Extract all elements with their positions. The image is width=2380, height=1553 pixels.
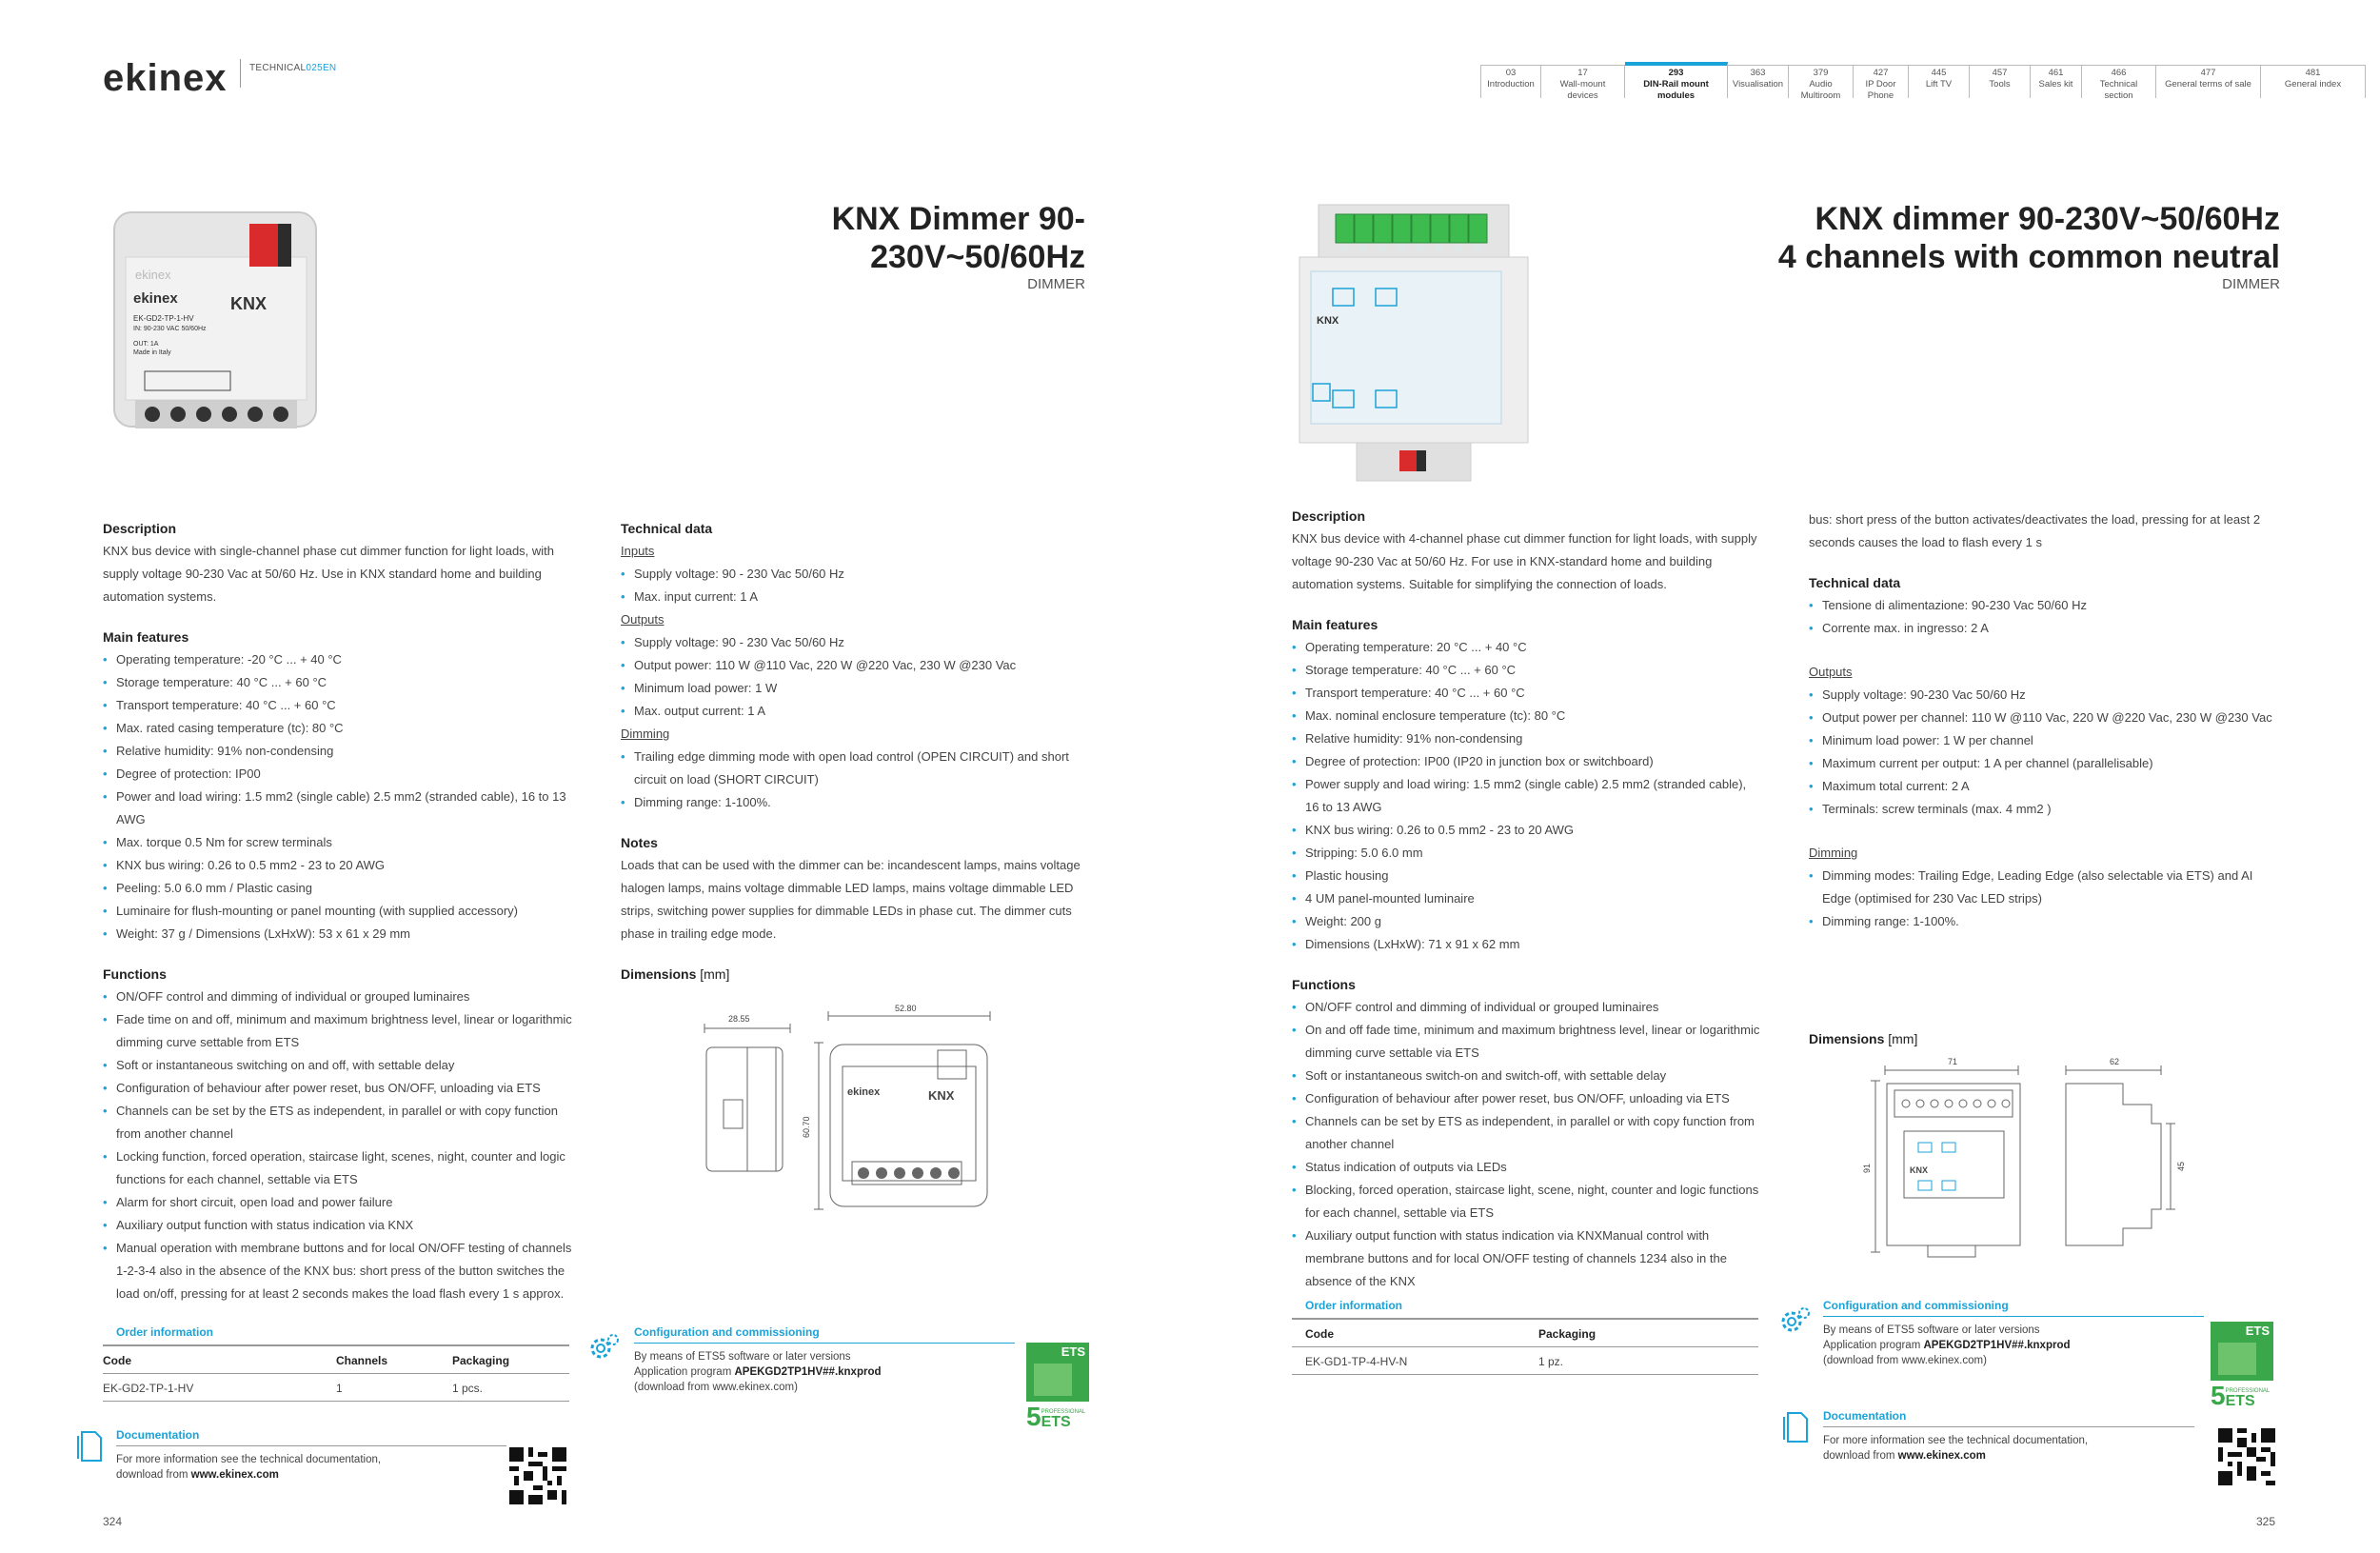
list-item: • Weight: 37 g / Dimensions (LxHxW): 53 x 61 x 29 mm [103,923,574,946]
right-documentation-block [1823,1409,2194,1463]
list-item: • Max. torque 0.5 Nm for screw terminals [103,831,574,854]
list-item: • ON/OFF control and dimming of individual or grouped luminaires [103,986,574,1008]
left-title-block [666,200,1085,292]
config-line-1-right: By means of ETS5 software or later versions [1823,1324,2040,1336]
dimensions-heading-right: Dimensions [mm] [1809,1031,1918,1046]
right-column-2 [1809,508,2285,933]
left-page-number: 324 [103,1515,123,1528]
nav-item-din-rail-mount-modules[interactable] [1625,62,1728,101]
chapter-navigation [1480,65,2366,101]
technical-code: TECHNICAL025EN [249,63,337,73]
list-item: • Max. input current: 1 A [621,586,1092,608]
list-item: • Transport temperature: 40 °C ... + 60 °C [1292,682,1763,705]
list-item: • Degree of protection: IP00 [103,763,574,786]
nav-item-number: 457 [1992,68,2008,78]
list-item: • Soft or instantaneous switch-on and switch-off, with settable delay [1292,1065,1763,1087]
description-heading: Description [103,521,177,536]
dimension-width-label-right: 71 [1948,1057,1958,1066]
config-line-3: (download from www.ekinex.com) [634,1382,798,1393]
config-line-3-right: (download from www.ekinex.com) [1823,1355,1987,1366]
list-item: • 4 UM panel-mounted luminaire [1292,887,1763,910]
list-item: • Maximum total current: 2 A [1809,775,2285,798]
single-channel-dimmer-image [107,205,330,448]
nav-item-number: 03 [1505,68,1517,78]
list-item: • Operating temperature: -20 °C ... + 40 °C [103,648,574,671]
documentation-link[interactable]: www.ekinex.com [190,1469,279,1481]
documentation-line-1-right: For more information see the technical documentation, [1823,1435,2089,1446]
dimensions-heading: Dimensions [mm] [621,966,730,982]
dimming-heading-right: Dimming [1809,846,1858,860]
documentation-line-2-right: download from www.ekinex.com [1823,1450,1986,1462]
config-divider-right [1823,1316,2204,1317]
right-page-number: 325 [2256,1515,2276,1528]
list-item: • Tensione di alimentazione: 90-230 Vac 50/60 Hz [1809,594,2285,617]
config-divider [634,1343,1015,1344]
right-page-title-line-2: 4 channels with common neutral [1777,239,2280,275]
list-item: • Auxiliary output function with status indication via KNX [103,1214,574,1237]
dimension-height2-label-right: 45 [2176,1161,2186,1171]
nav-item-technical-section[interactable] [2082,66,2156,101]
list-item: • Storage temperature: 40 °C ... + 60 °C [1292,659,1763,682]
list-item: • Soft or instantaneous switching on and off, with settable delay [103,1054,574,1077]
dimension-height-label: 60.70 [802,1116,811,1138]
main-features-heading-right: Main features [1292,617,1378,632]
nav-item-label: Lift TV [1925,79,1953,90]
documentation-title-right: Documentation [1823,1409,1907,1423]
list-item: • Storage temperature: 40 °C ... + 60 °C [103,671,574,694]
single-dimmer-dimension-drawing [695,1005,1000,1219]
nav-item-number: 466 [2111,68,2127,78]
nav-item-label: Tools [1989,79,2011,90]
list-item: • Relative humidity: 91% non-condensing [1292,727,1763,750]
drawing-knx-label-right: KNX [1910,1165,1929,1175]
list-item: • Plastic housing [1292,865,1763,887]
table-row: EK-GD1-TP-4-HV-N 1 pz. [1292,1347,1758,1375]
document-icon [76,1428,103,1463]
list-item: • Fade time on and off, minimum and maximum brightness level, linear or logarithmic dimming curve settable from ETS [103,1008,574,1054]
device-knx-mark-right: KNX [1317,315,1339,327]
order-table [103,1344,569,1402]
list-item: • Auxiliary output function with status indication via KNXManual control with membrane buttons and for local ON/OFF testing of channels 1234 also in the absence of the KNX [1292,1224,1763,1293]
nav-item-number: 427 [1873,68,1889,78]
right-page-subtitle: DIMMER [2222,276,2280,292]
nav-item-number: 477 [2200,68,2216,78]
documentation-line-2: download from www.ekinex.com [116,1469,279,1481]
list-item: • Power and load wiring: 1.5 mm2 (single cable) 2.5 mm2 (stranded cable), 16 to 13 AWG [103,786,574,831]
list-item: • Channels can be set by the ETS as independent, in parallel or with copy function from another channel [103,1100,574,1145]
inputs-list [621,563,1092,608]
nav-item-number: 461 [2048,68,2064,78]
list-item: • On and off fade time, minimum and maximum brightness level, linear or logarithmic dimming curve settable via ETS [1292,1019,1763,1065]
list-item: • Relative humidity: 91% non-condensing [103,740,574,763]
list-item: • Corrente max. in ingresso: 2 A [1809,617,2285,640]
nav-item-tools[interactable] [1970,66,2031,98]
four-channel-dimension-drawing [1862,1057,2209,1262]
list-item: • Operating temperature: 20 °C ... + 40 °C [1292,636,1763,659]
nav-item-label: Audio Multiroom [1800,79,1841,101]
description-heading-right: Description [1292,508,1366,524]
list-item: • Dimming range: 1-100%. [1809,910,2285,933]
right-config-block [1823,1299,2204,1368]
list-item: • Power supply and load wiring: 1.5 mm2 (single cable) 2.5 mm2 (stranded cable), 16 to 13 AWG [1292,773,1763,819]
list-item: • Alarm for short circuit, open load and power failure [103,1191,574,1214]
list-item: • Supply voltage: 90 - 230 Vac 50/60 Hz [621,563,1092,586]
left-column-2 [621,521,1092,986]
list-item: • ON/OFF control and dimming of individual or grouped luminaires [1292,996,1763,1019]
drawing-brand-label: ekinex [847,1086,881,1098]
functions-heading-right: Functions [1292,977,1356,992]
list-item: • Blocking, forced operation, staircase light, scene, night, counter and logic functions for each channel, settable via ETS [1292,1179,1763,1224]
right-page-title-line-1: KNX dimmer 90-230V~50/60Hz [1815,201,2280,237]
list-item: • Output power per channel: 110 W @110 Vac, 220 W @220 Vac, 230 W @230 Vac [1809,707,2285,729]
list-item: • Supply voltage: 90 - 230 Vac 50/60 Hz [621,631,1092,654]
left-column-1 [103,521,574,1305]
list-item: • Trailing edge dimming mode with open load control (OPEN CIRCUIT) and short circuit on load (SHORT CIRCUIT) [621,746,1092,791]
nav-item-number: 445 [1931,68,1947,78]
left-order-information [103,1325,569,1402]
nav-item-label: Wall-mount devices [1559,79,1606,101]
outputs-heading-right: Outputs [1809,665,1853,679]
list-item: • Dimming modes: Trailing Edge, Leading Edge (also selectable via ETS) and AI Edge (optimised for 230 Vac LED strips) [1809,865,2285,910]
nav-item-general-terms-of-sale[interactable] [2156,66,2261,98]
functions-list [103,986,574,1305]
right-order-information [1292,1299,1758,1375]
documentation-divider [116,1445,506,1446]
outputs-list-right [1809,684,2285,821]
left-config-block [634,1325,1015,1395]
nav-item-number: 481 [2305,68,2321,78]
device-code-label: EK-GD2-TP-1-HV [133,314,194,323]
outputs-heading: Outputs [621,612,664,627]
device-input-label: IN: 90-230 VAC 50/60Hz [133,326,207,332]
list-item: • Configuration of behaviour after power reset, bus ON/OFF, unloading via ETS [103,1077,574,1100]
order-table-right [1292,1318,1758,1375]
dimension-height-label-right: 91 [1862,1163,1872,1173]
config-title-right: Configuration and commissioning [1823,1299,2009,1312]
nav-item-lift-tv[interactable] [1909,66,1970,98]
documentation-link-right[interactable]: www.ekinex.com [1897,1450,1986,1462]
config-line-2-right: Application program APEKGD2TP1HV##.knxprod [1823,1340,2071,1351]
logo-divider [240,59,241,88]
ekinex-logo[interactable]: ekinex [103,57,228,99]
config-title: Configuration and commissioning [634,1325,820,1339]
documentation-line-1: For more information see the technical documentation, [116,1454,382,1465]
left-page-title: KNX Dimmer 90-230V~50/60Hz [831,201,1085,275]
list-item: • Terminals: screw terminals (max. 4 mm2 ) [1809,798,2285,821]
right-column-1 [1292,508,1763,1293]
config-line-1: By means of ETS5 software or later versions [634,1351,851,1363]
config-line-2: Application program APEKGD2TP1HV##.knxprod [634,1366,882,1378]
list-item: • Configuration of behaviour after power reset, bus ON/OFF, unloading via ETS [1292,1087,1763,1110]
order-table-header-right: Code Packaging [1292,1319,1758,1347]
device-made-label: Made in Italy [133,349,171,356]
functions-heading: Functions [103,966,167,982]
qr-code-icon[interactable] [2218,1428,2275,1485]
qr-code-icon[interactable] [509,1447,566,1504]
left-documentation-block [116,1428,506,1483]
right-title-block [1685,200,2280,292]
documentation-divider-right [1823,1426,2194,1427]
nav-item-label: General index [2284,79,2342,90]
outputs-list [621,631,1092,723]
order-information-title-right: Order information [1305,1299,1403,1312]
technical-data-list-right [1809,594,2285,640]
nav-item-introduction[interactable] [1480,66,1541,98]
dimming-list-right [1809,865,2285,933]
dimension-length-label: 52.80 [895,1004,917,1013]
order-table-header: Code Channels Packaging [103,1345,569,1374]
list-item: • KNX bus wiring: 0.26 to 0.5 mm2 - 23 to 20 AWG [1292,819,1763,842]
list-item: • Luminaire for flush-mounting or panel mounting (with supplied accessory) [103,900,574,923]
gear-icon [1778,1304,1813,1339]
nav-item-ip-door-phone[interactable] [1854,66,1909,101]
list-item: • KNX bus wiring: 0.26 to 0.5 mm2 - 23 to 20 AWG [103,854,574,877]
device-output-label: OUT: 1A [133,341,159,348]
list-item: • Dimensions (LxHxW): 71 x 91 x 62 mm [1292,933,1763,956]
table-row: EK-GD2-TP-1-HV 1 1 pcs. [103,1374,569,1402]
notes-heading: Notes [621,835,658,850]
nav-item-label: Technical section [2099,79,2138,101]
nav-item-label: DIN-Rail mount modules [1643,79,1709,101]
technical-data-heading: Technical data [621,521,713,536]
left-page-subtitle: DIMMER [1027,276,1085,292]
functions-list-right [1292,996,1763,1293]
device-knx-mark: KNX [230,294,268,313]
nav-item-label: Sales kit [2038,79,2073,90]
list-item: • Dimming range: 1-100%. [621,791,1092,814]
list-item: • Maximum current per output: 1 A per channel (parallelisable) [1809,752,2285,775]
nav-item-visualisation[interactable] [1728,66,1789,98]
device-brand: ekinex [133,290,178,307]
list-item: • Minimum load power: 1 W [621,677,1092,700]
list-item: • Minimum load power: 1 W per channel [1809,729,2285,752]
technical-data-heading-right: Technical data [1809,575,1901,590]
functions-continued-text: bus: short press of the button activates/deactivates the load, pressing for at least 2 seconds causes the load to flash every 1 s [1809,512,2261,549]
device-brand-faded: ekinex [135,268,171,282]
list-item: • Degree of protection: IP00 (IP20 in junction box or switchboard) [1292,750,1763,773]
four-channel-dimmer-image [1299,205,1542,481]
nav-item-wall-mount-devices[interactable] [1541,66,1625,101]
nav-item-sales-kit[interactable] [2031,66,2082,98]
dimension-depth-label-right: 62 [2110,1057,2120,1066]
dimension-width-label: 28.55 [728,1014,750,1024]
gear-icon [587,1331,622,1365]
nav-item-number: 17 [1577,68,1588,78]
description-text-right: KNX bus device with 4-channel phase cut dimmer function for light loads, with supply voltage 90-230 Vac at 50/60 Hz. For use in KNX-standard home and building automation systems. Suitable for simplifying the connection of loads. [1292,531,1757,591]
nav-item-number: 379 [1813,68,1829,78]
nav-item-number: 363 [1750,68,1766,78]
nav-item-general-index[interactable] [2261,66,2366,98]
list-item: • Supply voltage: 90-230 Vac 50/60 Hz [1809,684,2285,707]
document-icon [1782,1409,1809,1443]
list-item: • Locking function, forced operation, staircase light, scenes, night, counter and logic functions for each channel, settable via ETS [103,1145,574,1191]
main-features-list [103,648,574,946]
ets5-logo-right: ETS 5 PROFESSIONAL ETS [2211,1322,2273,1413]
notes-text: Loads that can be used with the dimmer can be: incandescent lamps, mains voltage halogen lamps, mains voltage dimmable LED lamps, mains voltage dimmable LED strips, switching power supplies for dimmable LEDs in phase cut. The dimmer cuts phase in trailing edge mode. [621,858,1081,941]
list-item: • Status indication of outputs via LEDs [1292,1156,1763,1179]
list-item: • Max. output current: 1 A [621,700,1092,723]
nav-item-label: IP Door Phone [1865,79,1896,101]
list-item: • Channels can be set by ETS as independent, in parallel or with copy function from another channel [1292,1110,1763,1156]
list-item: • Weight: 200 g [1292,910,1763,933]
list-item: • Stripping: 5.0 6.0 mm [1292,842,1763,865]
main-features-list-right [1292,636,1763,956]
nav-item-label: Visualisation [1732,79,1784,90]
dimming-list [621,746,1092,814]
inputs-heading: Inputs [621,544,655,558]
main-features-heading: Main features [103,629,189,645]
nav-item-label: Introduction [1487,79,1535,90]
order-information-title: Order information [116,1325,214,1339]
list-item: • Output power: 110 W @110 Vac, 220 W @220 Vac, 230 W @230 Vac [621,654,1092,677]
drawing-knx-label: KNX [928,1088,955,1103]
list-item: • Max. nominal enclosure temperature (tc): 80 °C [1292,705,1763,727]
documentation-title: Documentation [116,1428,200,1442]
description-text: KNX bus device with single-channel phase cut dimmer function for light loads, with supply voltage 90-230 Vac at 50/60 Hz. Use in KNX standard home and building automation systems. [103,544,555,604]
list-item: • Manual operation with membrane buttons and for local ON/OFF testing of channels 1-2-3-4 also in the absence of the KNX bus: short press of the button switches the load on/off, pressing for at least 2 seconds makes the load flash every 1 s approx. [103,1237,574,1305]
dimming-heading: Dimming [621,727,670,741]
list-item: • Max. rated casing temperature (tc): 80 °C [103,717,574,740]
nav-item-number: 293 [1668,68,1684,78]
list-item: • Transport temperature: 40 °C ... + 60 °C [103,694,574,717]
nav-item-label: General terms of sale [2165,79,2251,90]
nav-item-audio-multiroom[interactable] [1789,66,1854,101]
list-item: • Peeling: 5.0 6.0 mm / Plastic casing [103,877,574,900]
ets5-logo: ETS 5 PROFESSIONAL ETS [1026,1343,1089,1434]
